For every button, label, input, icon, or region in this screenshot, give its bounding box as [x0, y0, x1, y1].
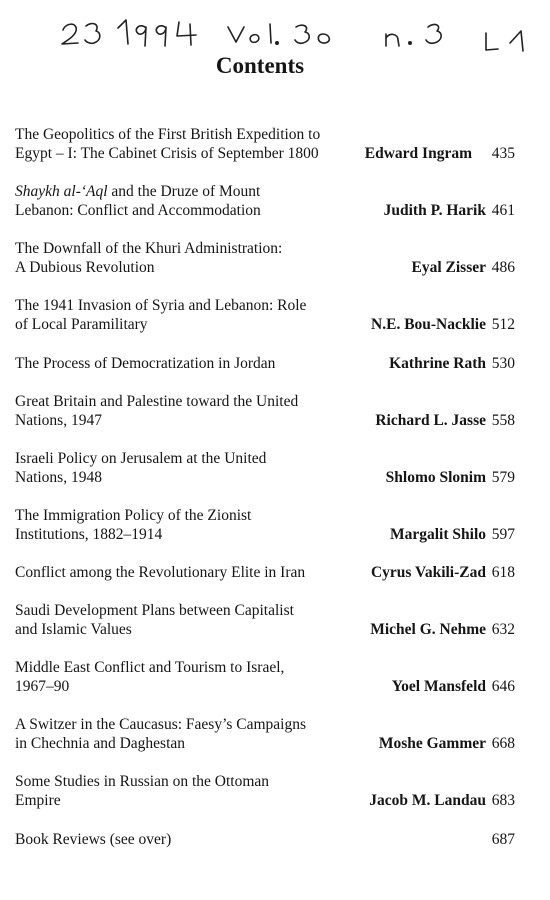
article-title: The Geopolitics of the First British Expedition to Egypt – I: The Cabinet Crisis of September 1800	[15, 126, 321, 162]
article-author: N.E. Bou-Nacklie	[371, 316, 486, 333]
page-number: 683	[491, 792, 515, 809]
contents-entry	[15, 354, 515, 373]
page-number: 530	[491, 355, 515, 372]
article-title: Great Britain and Palestine toward the United Nations, 1947	[15, 393, 299, 429]
page-number: 512	[491, 316, 515, 333]
article-title: Shaykh al-‘Aql and the Druze of Mount Lebanon: Conflict and Accommodation	[15, 183, 261, 219]
article-author: Cyrus Vakili-Zad	[370, 564, 486, 581]
page-number: 597	[491, 526, 515, 543]
contents-entry	[15, 182, 515, 220]
contents-entry	[15, 506, 515, 544]
page-title: Contents	[215, 53, 305, 78]
article-title: The Immigration Policy of the Zionist Institutions, 1882–1914	[15, 507, 252, 543]
page-number: 558	[491, 412, 515, 429]
article-title: Book Reviews (see over)	[15, 831, 172, 848]
article-title: A Switzer in the Caucasus: Faesy’s Campaigns in Chechnia and Daghestan	[15, 716, 307, 752]
contents-entry	[15, 658, 515, 696]
article-title: The Process of Democratization in Jordan	[15, 355, 276, 372]
article-title: The 1941 Invasion of Syria and Lebanon: Role of Local Paramilitary	[15, 297, 307, 333]
article-title: The Downfall of the Khuri Administration: A Dubious Revolution	[15, 240, 283, 276]
page-number: 618	[491, 564, 515, 581]
contents-entry	[15, 125, 515, 163]
contents-entry	[15, 715, 515, 753]
article-author: Moshe Gammer	[378, 735, 486, 752]
article-author: Kathrine Rath	[389, 355, 486, 372]
page-number: 461	[491, 202, 515, 219]
contents-entry	[15, 772, 515, 810]
article-author: Yoel Mansfeld	[391, 678, 486, 695]
article-author: Jacob M. Landau	[369, 792, 486, 809]
article-author: Richard L. Jasse	[375, 412, 486, 429]
contents-entry	[15, 449, 515, 487]
page-number: 687	[491, 831, 515, 848]
contents-entry	[15, 830, 515, 849]
article-author: Margalit Shilo	[389, 526, 486, 543]
article-author: Judith P. Harik	[383, 202, 486, 219]
article-title: Conflict among the Revolutionary Elite in Iran	[15, 564, 306, 581]
article-title: Saudi Development Plans between Capitalist and Islamic Values	[15, 602, 294, 638]
article-title: Middle East Conflict and Tourism to Israel, 1967–90	[15, 659, 285, 695]
article-author: Edward Ingram	[364, 145, 472, 162]
page-number: 632	[491, 621, 515, 638]
article-author: Michel G. Nehme	[370, 621, 486, 638]
page-number: 668	[491, 735, 515, 752]
page-number: 435	[491, 145, 515, 162]
contents-entry	[15, 239, 515, 277]
contents-entry	[15, 563, 515, 582]
page-number: 579	[491, 469, 515, 486]
article-author: Shlomo Slonim	[385, 469, 486, 486]
article-title: Some Studies in Russian on the Ottoman Empire	[15, 773, 270, 809]
contents-entry	[15, 601, 515, 639]
page-number: 486	[491, 259, 515, 276]
article-author: Eyal Zisser	[411, 259, 486, 276]
article-title: Israeli Policy on Jerusalem at the United Nations, 1948	[15, 450, 267, 486]
contents-entry	[15, 296, 515, 334]
contents-entry	[15, 392, 515, 430]
page-number: 646	[491, 678, 515, 695]
